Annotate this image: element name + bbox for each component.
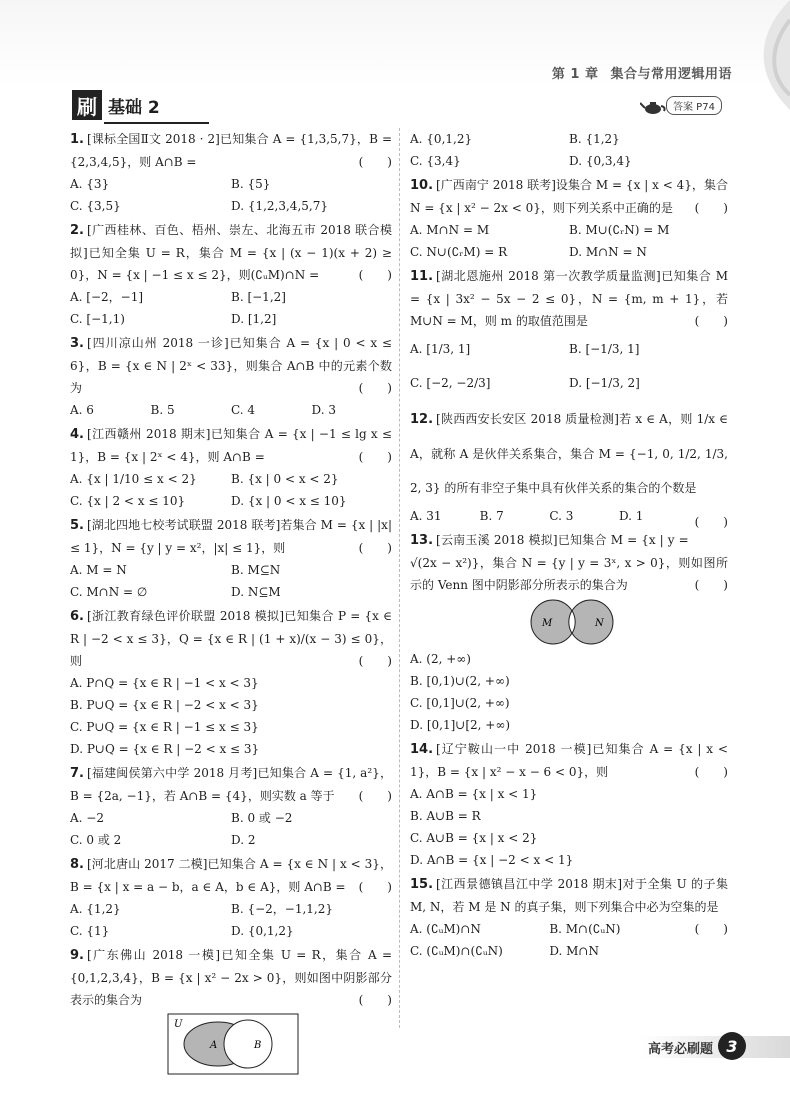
option: B. 7 — [479, 509, 504, 523]
answer-bracket: ( ) — [694, 314, 728, 328]
option: D. P∪Q = {x ∈ R | −2 < x ≤ 3} — [70, 742, 260, 756]
question-number: 9. — [70, 948, 84, 963]
option: D. {0,1,2} — [231, 924, 294, 938]
answer-page-tag: 答案 P74 — [666, 96, 722, 115]
option: A. 6 — [70, 403, 94, 417]
option: A. [1/3, 1] — [410, 342, 471, 356]
option: D. M∩N = N — [569, 245, 647, 259]
option: C. {3,4} — [410, 154, 461, 168]
answer-bracket: ( ) — [358, 268, 392, 282]
option: C. {1} — [70, 924, 110, 938]
chapter-title: 集合与常用逻辑用语 — [610, 67, 732, 82]
option: D. {x | 0 < x ≤ 10} — [231, 494, 347, 508]
left-column — [70, 128, 392, 1079]
question-number: 14. — [410, 742, 434, 757]
question-stem: [四川凉山州 2018 一诊]已知集合 A = {x | 0 < x ≤ 6}，B = {x ∈ N | 2ˣ < 33}，则集合 A∩B 中的元素个数为 — [70, 336, 392, 395]
question-number: 4. — [70, 427, 84, 442]
venn-diagram-q13 — [410, 596, 728, 648]
option: B. 0 或 −2 — [231, 811, 293, 825]
answer-bracket: ( ) — [358, 155, 392, 169]
option: C. N∪(∁ᵣM) = R — [410, 245, 508, 259]
chapter-number: 第 1 章 — [551, 67, 599, 82]
option: A. (∁ᵤM)∩N — [410, 922, 481, 936]
option: C. 3 — [549, 509, 574, 523]
question-14 — [410, 738, 728, 871]
option: A. [−2，−1] — [70, 290, 144, 304]
question-3 — [70, 332, 392, 421]
option: A. {1,2} — [70, 902, 121, 916]
answer-bracket: ( ) — [358, 880, 392, 894]
question-stem: [辽宁鞍山一中 2018 一模]已知集合 A = {x | x < 1}，B = {x | x² − x − 6 < 0}，则 — [410, 742, 728, 779]
question-number: 2. — [70, 223, 84, 238]
question-number: 7. — [70, 766, 84, 781]
option: C. [−2, −2/3] — [410, 376, 491, 390]
option: B. M⊆N — [231, 563, 281, 577]
option: B. {1,2} — [569, 132, 620, 146]
question-stem: [陕西西安长安区 2018 质量检测]若 x ∈ A，则 1/x ∈ A，就称 A 是伙伴关系集合，集合 M = {−1, 0, 1/2, 1/3, 2, 3} 的所有非空子集中具有伙伴关系的集合的个数是 — [410, 412, 728, 495]
question-number: 8. — [70, 857, 84, 872]
label-u: U — [174, 1019, 183, 1030]
question-number: 1. — [70, 132, 84, 147]
answer-bracket: ( ) — [358, 789, 392, 803]
label-b: B — [254, 1040, 262, 1051]
option: A. {0,1,2} — [410, 132, 473, 146]
option: A. M = N — [70, 563, 127, 577]
question-stem: [江西赣州 2018 期末]已知集合 A = {x | −1 ≤ lg x ≤ 1}，B = {x | 2ˣ < 4}，则 A∩B = — [70, 427, 392, 464]
question-stem: [河北唐山 2017 二模]已知集合 A = {x ∈ N | x < 3}，B = {x | x = a − b，a ∈ A，b ∈ A}，则 A∩B = — [70, 857, 392, 894]
option: A. M∩N = M — [410, 223, 490, 237]
answer-bracket: ( ) — [358, 993, 392, 1007]
option: A. (2, +∞) — [410, 652, 471, 666]
question-15 — [410, 873, 728, 962]
label-m: M — [542, 618, 553, 629]
option: D. [1,2] — [231, 312, 277, 326]
option: B. {−2，−1,1,2} — [231, 902, 333, 916]
option: C. [0,1]∪(2, +∞) — [410, 696, 510, 710]
answer-bracket: ( ) — [358, 381, 392, 395]
question-10 — [410, 174, 728, 263]
option: B. A∪B = R — [410, 809, 481, 823]
answer-reference — [640, 96, 722, 115]
label-n: N — [595, 618, 604, 629]
option: C. 0 或 2 — [70, 833, 122, 847]
question-number: 11. — [410, 269, 434, 284]
option: D. {0,3,4} — [569, 154, 632, 168]
answer-bracket: ( ) — [694, 515, 728, 529]
section-name: 基础 2 — [108, 97, 160, 118]
question-stem: [广西南宁 2018 联考]设集合 M = {x | x < 4}，集合 N = {x | x² − 2x < 0}，则下列关系中正确的是 — [410, 178, 728, 215]
question-stem: [湖北恩施州 2018 第一次教学质量监测]已知集合 M = {x | 3x² − 5x − 2 ≤ 0}，N = {m, m + 1}，若 M∪N = M，则 m 的取值范围是 — [410, 269, 728, 328]
question-1 — [70, 128, 392, 217]
question-6 — [70, 605, 392, 760]
question-stem: [广西桂林、百色、梧州、崇左、北海五市 2018 联合模拟]已知全集 U = R，集合 M = {x | (x − 1)(x + 2) ≥ 0}，N = {x | −1 ≤ x ≤ 2}，则(∁ᵤM)∩N = — [70, 223, 392, 282]
option: A. P∩Q = {x ∈ R | −1 < x < 3} — [70, 676, 259, 690]
option: D. 2 — [231, 833, 256, 847]
section-underline — [104, 122, 209, 124]
column-divider — [399, 128, 400, 1028]
option: D. 1 — [618, 509, 644, 523]
option: A. {x | 1/10 ≤ x < 2} — [70, 472, 197, 486]
option: A. A∩B = {x | x < 1} — [410, 787, 538, 801]
answer-bracket: ( ) — [358, 450, 392, 464]
question-2 — [70, 219, 392, 330]
question-stem: [广东佛山 2018 一模]已知全集 U = R，集合 A = {0,1,2,3,4}，B = {x | x² − 2x > 0}，则如图中阴影部分表示的集合为 — [70, 948, 392, 1007]
option: C. {x | 2 < x ≤ 10} — [70, 494, 186, 508]
question-9-options — [410, 128, 728, 172]
chapter-header — [552, 63, 732, 82]
question-8 — [70, 853, 392, 942]
option: A. −2 — [70, 811, 104, 825]
question-stem: [浙江教育绿色评价联盟 2018 模拟]已知集合 P = {x ∈ R | −2 < x ≤ 3}，Q = {x ∈ R | (1 + x)/(x − 3) ≤ 0}，则 — [70, 609, 392, 668]
question-number: 12. — [410, 412, 434, 427]
option: C. 4 — [231, 403, 256, 417]
question-number: 15. — [410, 877, 434, 892]
book-title: 高考必刷题 — [648, 1042, 714, 1057]
option: D. A∩B = {x | −2 < x < 1} — [410, 853, 574, 867]
section-title — [72, 91, 160, 119]
option: C. [−1,1) — [70, 312, 125, 326]
question-number: 10. — [410, 178, 434, 193]
question-7 — [70, 762, 392, 851]
option: D. N⊆M — [231, 585, 281, 599]
option: C. {3,5} — [70, 199, 121, 213]
option: B. [−1,2] — [231, 290, 286, 304]
option: B. [−1/3, 1] — [569, 342, 640, 356]
question-stem: [云南玉溪 2018 模拟]已知集合 M = {x | y = √(2x − x²)}，集合 N = {y | y = 3ˣ, x > 0}，则如图所示的 Venn 图中阴影部分所表示的集合为 — [410, 533, 728, 592]
option: C. (∁ᵤM)∩(∁ᵤN) — [410, 944, 503, 958]
answer-bracket: ( ) — [694, 765, 728, 779]
label-a: A — [210, 1040, 218, 1051]
answer-bracket: ( ) — [358, 541, 392, 555]
option: D. [−1/3, 2] — [569, 376, 640, 390]
option: B. 5 — [150, 403, 175, 417]
option: A. 31 — [410, 509, 442, 523]
option: D. M∩N — [549, 944, 599, 958]
question-5 — [70, 514, 392, 603]
option: D. [0,1]∪[2, +∞) — [410, 718, 511, 732]
teapot-icon — [640, 97, 666, 115]
section-badge: 刷 — [72, 90, 102, 120]
question-stem: [福建闽侯第六中学 2018 月考]已知集合 A = {1, a²}，B = {2a, −1}，若 A∩B = {4}，则实数 a 等于 — [70, 766, 392, 803]
option: C. A∪B = {x | x < 2} — [410, 831, 538, 845]
question-number: 6. — [70, 609, 84, 624]
option: D. 3 — [311, 403, 336, 417]
option: B. M∪(∁ᵣN) = M — [569, 223, 670, 237]
answer-bracket: ( ) — [694, 578, 728, 592]
question-number: 3. — [70, 336, 84, 351]
option: B. {5} — [231, 177, 271, 191]
option: B. [0,1)∪(2, +∞) — [410, 674, 510, 688]
option: B. {x | 0 < x < 2} — [231, 472, 339, 486]
question-11 — [410, 265, 728, 400]
page-footer — [0, 1030, 790, 1064]
question-12 — [410, 402, 728, 527]
answer-bracket: ( ) — [694, 201, 728, 215]
option: B. P∪Q = {x ∈ R | −2 < x < 3} — [70, 698, 259, 712]
page-number: 3 — [718, 1032, 746, 1060]
question-stem: [课标全国Ⅱ文 2018 · 2]已知集合 A = {1,3,5,7}，B = {2,3,4,5}，则 A∩B = — [70, 132, 392, 169]
option: B. M∩(∁ᵤN) — [549, 922, 621, 936]
question-number: 13. — [410, 533, 434, 548]
right-column — [410, 128, 728, 964]
answer-bracket: ( ) — [358, 654, 392, 668]
question-stem: [江西景德镇昌江中学 2018 期末]对于全集 U 的子集 M, N，若 M 是 N 的真子集，则下列集合中必为空集的是 — [410, 877, 728, 914]
option: C. M∩N = ∅ — [70, 585, 148, 599]
question-13 — [410, 529, 728, 736]
question-4 — [70, 423, 392, 512]
option: A. {3} — [70, 177, 110, 191]
option: C. P∪Q = {x ∈ R | −1 ≤ x ≤ 3} — [70, 720, 259, 734]
answer-bracket: ( ) — [694, 922, 728, 936]
question-number: 5. — [70, 518, 84, 533]
question-stem: [湖北四地七校考试联盟 2018 联考]若集合 M = {x | |x| ≤ 1}，N = {y | y = x²，|x| ≤ 1}，则 — [70, 518, 392, 555]
option: D. {1,2,3,4,5,7} — [231, 199, 328, 213]
